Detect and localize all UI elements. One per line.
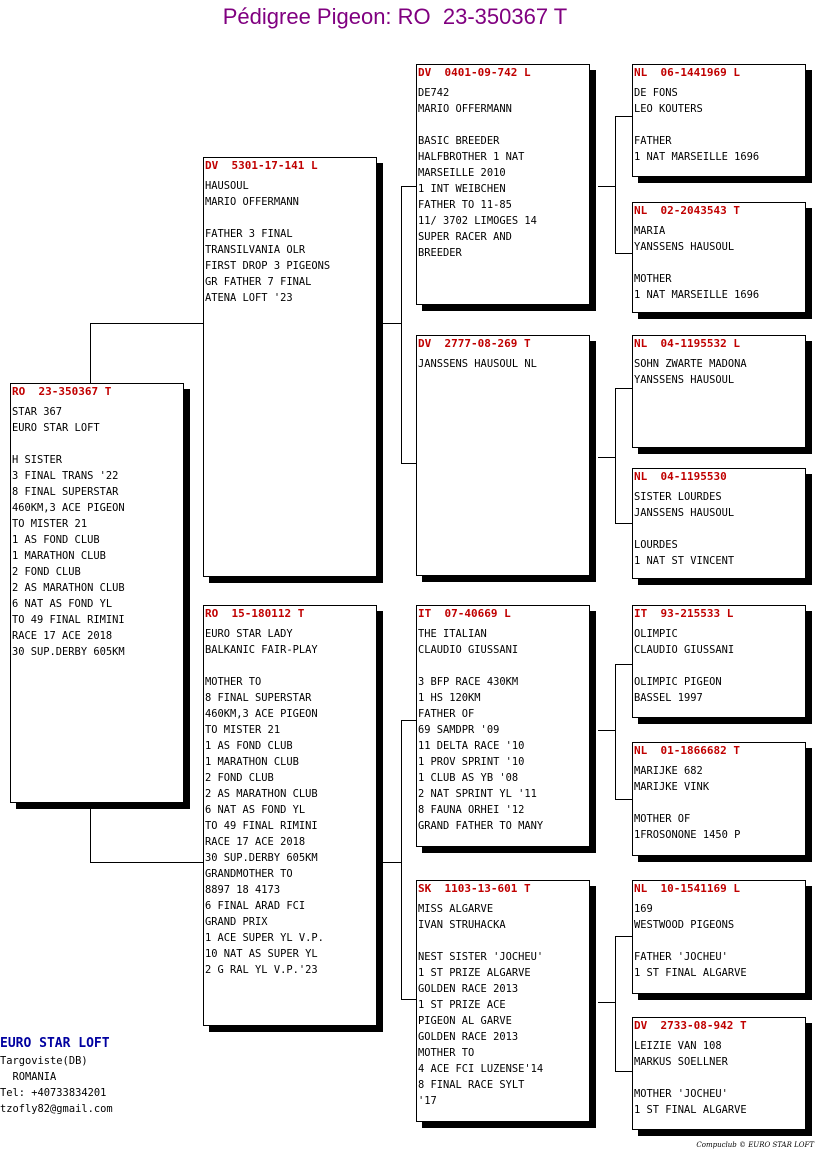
ring-number: DV 2777-08-269 T [418, 337, 531, 350]
pigeon-card-sire-sire[interactable] [416, 64, 590, 305]
pigeon-card-dsd[interactable] [632, 742, 806, 856]
connector-line [615, 664, 616, 800]
pigeon-details: MISS ALGARVE IVAN STRUHACKA NEST SISTER 'JOCHEU' 1 ST PRIZE ALGARVE GOLDEN RACE 2013 1 ST PRIZE ACE PIGEON AL GARVE GOLDEN RACE 2013 MOTHER TO 4 ACE FCI LUZENSE'14 8 FINAL RACE SYLT '17 [418, 903, 544, 1107]
connector-line [615, 799, 632, 800]
connector-line [401, 463, 416, 464]
ring-number: SK 1103-13-601 T [418, 882, 531, 895]
pigeon-card-dam-dam[interactable] [416, 880, 590, 1122]
pigeon-card-ddd[interactable] [632, 1017, 806, 1130]
pigeon-details: EURO STAR LADY BALKANIC FAIR-PLAY MOTHER TO 8 FINAL SUPERSTAR 460KM,3 ACE PIGEON TO MISTER 21 1 AS FOND CLUB 1 MARATHON CLUB 2 FOND CLUB 2 AS MARATHON CLUB 6 NAT AS FOND YL TO 49 FINAL RIMINI RACE 17 ACE 2018 30 SUP.DERBY 605KM GRANDMOTHER TO 8897 18 4173 6 FINAL ARAD FCI GRAND PRIX 1 ACE SUPER YL V.P. 10 NAT AS SUPER YL 2 G RAL YL V.P.'23 [205, 628, 324, 976]
pigeon-card-subject[interactable] [10, 383, 184, 803]
pigeon-details: MARIA YANSSENS HAUSOUL MOTHER 1 NAT MARSEILLE 1696 [634, 225, 760, 301]
pigeon-details: SOHN ZWARTE MADONA YANSSENS HAUSOUL [634, 358, 747, 386]
ring-number: RO 15-180112 T [205, 607, 305, 620]
connector-line [377, 323, 401, 324]
ring-number: IT 93-215533 L [634, 607, 734, 620]
page-title: Pédigree Pigeon: RO 23-350367 T [222, 4, 568, 29]
pigeon-details: DE742 MARIO OFFERMANN BASIC BREEDER HALFBROTHER 1 NAT MARSEILLE 2010 1 INT WEIBCHEN FATHER TO 11-85 11/ 3702 LIMOGES 14 SUPER RACER AND BREEDER [418, 87, 537, 259]
loft-email: tzofly82@gmail.com [0, 1103, 113, 1115]
pigeon-card-ssd[interactable] [632, 202, 806, 313]
pigeon-card-sdd[interactable] [632, 468, 806, 579]
ring-number: DV 0401-09-742 L [418, 66, 531, 79]
pigeon-details: SISTER LOURDES JANSSENS HAUSOUL LOURDES 1 NAT ST VINCENT [634, 491, 735, 567]
loft-info [0, 1035, 113, 1117]
pigeon-details: HAUSOUL MARIO OFFERMANN FATHER 3 FINAL TRANSILVANIA OLR FIRST DROP 3 PIGEONS GR FATHER 7 FINAL ATENA LOFT '23 [205, 180, 331, 304]
connector-line [90, 323, 203, 324]
connector-line [401, 186, 416, 187]
connector-line [615, 664, 632, 665]
pigeon-details: 169 WESTWOOD PIGEONS FATHER 'JOCHEU' 1 ST FINAL ALGARVE [634, 903, 747, 979]
connector-line [615, 1071, 632, 1072]
connector-line [615, 936, 632, 937]
connector-line [598, 186, 615, 187]
pigeon-details: DE FONS LEO KOUTERS FATHER 1 NAT MARSEILLE 1696 [634, 87, 760, 163]
pigeon-card-sds[interactable] [632, 335, 806, 448]
ring-number: DV 2733-08-942 T [634, 1019, 747, 1032]
credit-text: Compuclub © EURO STAR LOFT [696, 1141, 814, 1149]
connector-line [598, 1002, 615, 1003]
pigeon-card-sire[interactable] [203, 157, 377, 577]
loft-country: ROMANIA [0, 1071, 57, 1083]
connector-line [615, 116, 616, 254]
pigeon-card-dss[interactable] [632, 605, 806, 718]
connector-line [401, 720, 416, 721]
pigeon-details: STAR 367 EURO STAR LOFT H SISTER 3 FINAL TRANS '22 8 FINAL SUPERSTAR 460KM,3 ACE PIGEON TO MISTER 21 1 AS FOND CLUB 1 MARATHON CLUB 2 FOND CLUB 2 AS MARATHON CLUB 6 NAT AS FOND YL TO 49 FINAL RIMINI RACE 17 ACE 2018 30 SUP.DERBY 605KM [12, 406, 125, 658]
connector-line [90, 323, 91, 383]
pigeon-card-dds[interactable] [632, 880, 806, 994]
connector-line [401, 186, 402, 464]
loft-phone: Tel: +40733834201 [0, 1087, 107, 1099]
ring-number: RO 23-350367 T [12, 385, 112, 398]
loft-city: Targoviste(DB) [0, 1055, 88, 1067]
connector-line [90, 803, 91, 863]
connector-line [615, 936, 616, 1072]
pigeon-details: OLIMPIC CLAUDIO GIUSSANI OLIMPIC PIGEON BASSEL 1997 [634, 628, 735, 704]
ring-number: NL 04-1195532 L [634, 337, 740, 350]
connector-line [90, 862, 203, 863]
pigeon-details: THE ITALIAN CLAUDIO GIUSSANI 3 BFP RACE 430KM 1 HS 120KM FATHER OF 69 SAMDPR '09 11 DELTA RACE '10 1 PROV SPRINT '10 1 CLUB AS YB '08 2 NAT SPRINT YL '11 8 FAUNA ORHEI '12 GRAND FATHER TO MANY [418, 628, 544, 832]
pigeon-card-dam-sire[interactable] [416, 605, 590, 847]
ring-number: NL 04-1195530 [634, 470, 727, 483]
pigeon-details: MARIJKE 682 MARIJKE VINK MOTHER OF 1FROSONONE 1450 P [634, 765, 741, 841]
pigeon-card-sss[interactable] [632, 64, 806, 177]
connector-line [401, 999, 416, 1000]
loft-name: EURO STAR LOFT [0, 1036, 110, 1051]
connector-line [598, 457, 615, 458]
connector-line [377, 862, 401, 863]
pigeon-card-sire-dam[interactable] [416, 335, 590, 576]
ring-number: DV 5301-17-141 L [205, 159, 318, 172]
connector-line [615, 523, 632, 524]
ring-number: NL 10-1541169 L [634, 882, 740, 895]
pigeon-card-dam[interactable] [203, 605, 377, 1026]
connector-line [401, 720, 402, 1000]
pigeon-details: LEIZIE VAN 108 MARKUS SOELLNER MOTHER 'JOCHEU' 1 ST FINAL ALGARVE [634, 1040, 747, 1116]
ring-number: NL 01-1866682 T [634, 744, 740, 757]
ring-number: NL 02-2043543 T [634, 204, 740, 217]
connector-line [615, 388, 632, 389]
connector-line [598, 730, 615, 731]
connector-line [615, 116, 632, 117]
ring-number: NL 06-1441969 L [634, 66, 740, 79]
connector-line [615, 253, 632, 254]
connector-line [615, 388, 616, 524]
pigeon-details: JANSSENS HAUSOUL NL [418, 358, 537, 370]
ring-number: IT 07-40669 L [418, 607, 511, 620]
